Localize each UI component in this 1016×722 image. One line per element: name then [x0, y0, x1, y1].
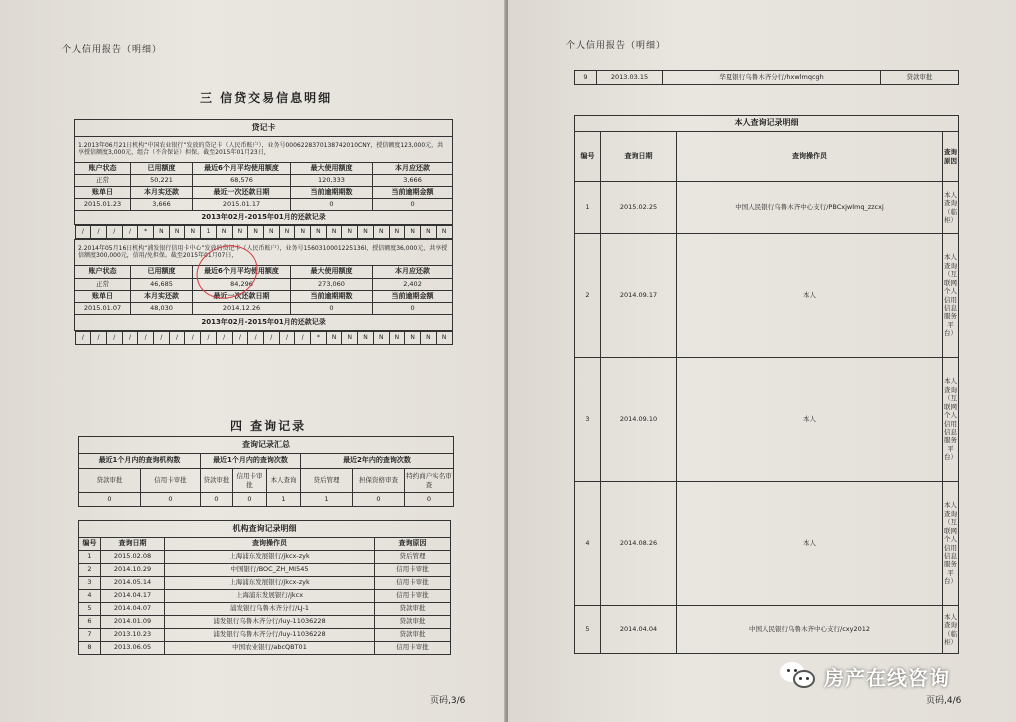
org-query-cell: 上海浦东发展银行/jkcx-zyk	[165, 551, 375, 564]
card2-head: 账户状态	[75, 266, 131, 279]
repay-cell: /	[154, 332, 170, 345]
card1-cell: 3,666	[373, 175, 453, 187]
repay-cell: N	[358, 226, 374, 239]
summary-col: 担保资格审查	[353, 469, 405, 493]
summary-col: 贷款审批	[201, 469, 233, 493]
org-query-cell: 信用卡审批	[375, 590, 451, 603]
repay-cell: N	[263, 226, 279, 239]
wechat-watermark	[780, 660, 950, 692]
table-row	[79, 603, 451, 616]
card1-head: 最近一次还款日期	[193, 187, 291, 199]
table-row	[575, 358, 959, 482]
card2-cell: 46,685	[131, 279, 193, 291]
card2-head: 本月实还款	[131, 291, 193, 303]
self-query-col: 查询原因	[943, 132, 959, 182]
self-query-cell: 本人查询（互联网个人信用信息服务平台）	[943, 358, 959, 482]
org-query-cell: 2014.04.17	[101, 590, 165, 603]
card2-head: 已用额度	[131, 266, 193, 279]
org-query-cell: 2	[79, 564, 101, 577]
repay-cell: N	[436, 226, 452, 239]
table-row	[575, 234, 959, 358]
table-row	[79, 551, 451, 564]
org-query-cell: 1	[79, 551, 101, 564]
summary-group: 最近1个月内的查询次数	[201, 454, 301, 469]
credit-card-table	[74, 119, 453, 345]
self-query-cell: 本人查询（互联网个人信用信息服务平台）	[943, 234, 959, 358]
self-query-title: 本人查询记录明细	[575, 116, 959, 132]
org-query-cell: 2015.02.08	[101, 551, 165, 564]
watermark-text: 房产在线咨询	[824, 665, 950, 690]
repay-cell: N	[436, 332, 452, 345]
repay-cell: *	[311, 332, 327, 345]
summary-group: 最近1个月内的查询机构数	[79, 454, 201, 469]
section-3-title: 三 信贷交易信息明细	[200, 91, 333, 105]
card1-head: 本月实还款	[131, 187, 193, 199]
credit-card-table-title: 贷记卡	[75, 120, 453, 137]
carry-cell: 9	[575, 71, 597, 85]
carry-cell: 华夏银行乌鲁木齐分行/hxwlmqcgh	[663, 71, 881, 85]
org-query-cell: 中国银行/BOC_ZH_MI545	[165, 564, 375, 577]
repay-cell: N	[373, 226, 389, 239]
summary-value: 1	[267, 493, 301, 507]
card2-head: 账单日	[75, 291, 131, 303]
section-4-title: 四 查询记录	[230, 419, 307, 433]
org-query-cell: 贷款审批	[375, 603, 451, 616]
self-query-cell: 2014.09.10	[601, 358, 677, 482]
repay-cell: /	[216, 332, 232, 345]
query-summary-table	[78, 436, 454, 507]
org-query-cell: 信用卡审批	[375, 577, 451, 590]
card1-head: 已用额度	[131, 163, 193, 175]
table-row	[79, 629, 451, 642]
repay-cell: N	[232, 226, 248, 239]
repay-cell: N	[279, 226, 295, 239]
card1-cell: 50,221	[131, 175, 193, 187]
self-query-cell: 2014.08.26	[601, 482, 677, 606]
self-query-cell: 本人	[677, 358, 943, 482]
repay-cell: N	[342, 226, 358, 239]
repay-cell: /	[106, 332, 122, 345]
repay-cell: /	[75, 332, 91, 345]
card2-cell: 48,030	[131, 303, 193, 315]
repay-cell: N	[389, 332, 405, 345]
self-query-col: 查询日期	[601, 132, 677, 182]
repay-cell: N	[185, 226, 201, 239]
repay-cell: /	[138, 332, 154, 345]
card2-cell: 2,402	[373, 279, 453, 291]
table-row	[79, 590, 451, 603]
org-query-cell: 信用卡审批	[375, 564, 451, 577]
repay-cell: *	[138, 226, 154, 239]
repay-cell: /	[248, 332, 264, 345]
card1-head: 本月应还款	[373, 163, 453, 175]
org-query-cell: 浦发银行乌鲁木齐分行/luy-11036228	[165, 616, 375, 629]
repay-cell: /	[106, 226, 122, 239]
self-query-cell: 4	[575, 482, 601, 606]
card1-cell: 2015.01.17	[193, 199, 291, 211]
org-query-cell: 贷后管理	[375, 551, 451, 564]
repay-cell: N	[358, 332, 374, 345]
org-query-cell: 信用卡审批	[375, 642, 451, 655]
summary-col: 信用卡审批	[141, 469, 201, 493]
self-query-cell: 2	[575, 234, 601, 358]
org-query-cell: 上海浦东发展银行/jkcx	[165, 590, 375, 603]
table-row	[79, 564, 451, 577]
repay-cell: N	[405, 332, 421, 345]
org-query-cell: 2013.10.23	[101, 629, 165, 642]
card1-repay-record	[75, 225, 453, 240]
card2-head: 最近6个月平均使用额度	[193, 266, 291, 279]
repay-cell: /	[185, 332, 201, 345]
card1-head: 当前逾期期数	[291, 187, 373, 199]
page-number: 页码,3/6	[430, 696, 466, 706]
summary-col: 贷后管理	[301, 469, 353, 493]
table-row	[575, 182, 959, 234]
org-query-col: 编号	[79, 538, 101, 551]
page-number: 页码,4/6	[926, 696, 962, 706]
card1-cell: 0	[373, 199, 453, 211]
card1-cell: 3,666	[131, 199, 193, 211]
card1-cell: 68,576	[193, 175, 291, 187]
repay-cell: N	[169, 226, 185, 239]
org-query-cell: 浦发银行乌鲁木齐分行/luy-11036228	[165, 629, 375, 642]
card1-head: 当前逾期金额	[373, 187, 453, 199]
org-query-cell: 2014.10.29	[101, 564, 165, 577]
org-query-col: 查询操作员	[165, 538, 375, 551]
repay-cell: /	[91, 332, 107, 345]
page-header: 个人信用报告（明细）	[62, 45, 163, 55]
card2-cell: 0	[291, 303, 373, 315]
self-query-col: 编号	[575, 132, 601, 182]
report-page-left	[0, 0, 506, 722]
summary-col: 信用卡审批	[233, 469, 267, 493]
summary-col: 贷款审批	[79, 469, 141, 493]
card1-head: 账户状态	[75, 163, 131, 175]
repay-cell: /	[122, 332, 138, 345]
org-query-cell: 6	[79, 616, 101, 629]
card1-head: 最大使用额度	[291, 163, 373, 175]
org-query-cell: 4	[79, 590, 101, 603]
org-query-cell: 5	[79, 603, 101, 616]
table-row	[79, 616, 451, 629]
repay-cell: N	[311, 226, 327, 239]
card2-head: 本月应还款	[373, 266, 453, 279]
repay-cell: N	[405, 226, 421, 239]
table-row	[79, 642, 451, 655]
summary-value: 0	[405, 493, 454, 507]
repay-cell: N	[420, 332, 436, 345]
org-query-cell: 2014.04.07	[101, 603, 165, 616]
repay-cell: /	[122, 226, 138, 239]
org-query-col: 查询日期	[101, 538, 165, 551]
org-query-cell: 8	[79, 642, 101, 655]
repay-cell: N	[326, 332, 342, 345]
card2-cell: 0	[373, 303, 453, 315]
summary-col: 特约商户实名审查	[405, 469, 454, 493]
summary-value: 0	[201, 493, 233, 507]
summary-value: 0	[353, 493, 405, 507]
org-query-title: 机构查询记录明细	[79, 521, 451, 538]
repay-cell: N	[373, 332, 389, 345]
self-query-cell: 本人	[677, 482, 943, 606]
repay-cell: N	[326, 226, 342, 239]
repay-cell: /	[279, 332, 295, 345]
repay-cell: /	[201, 332, 217, 345]
self-query-cell: 中国人民银行乌鲁木齐中心支行/cxy2012	[677, 606, 943, 654]
card2-cell: 84,296	[193, 279, 291, 291]
org-query-cell: 2014.05.14	[101, 577, 165, 590]
org-query-cell: 2013.06.05	[101, 642, 165, 655]
card1-cell: 2015.01.23	[75, 199, 131, 211]
summary-group: 最近2年内的查询次数	[301, 454, 454, 469]
carry-cell: 2013.03.15	[597, 71, 663, 85]
card2-description: 2.2014年05月16日机构“浦发银行信用卡中心”发放的贷记卡（人民币账户），业务号1560310001225136l，授信额度36,000元，共享授信额度300,000元，信用/免担保。截至2015年01月07日，	[75, 240, 453, 266]
table-row	[79, 577, 451, 590]
card1-cell: 120,333	[291, 175, 373, 187]
card1-cell: 0	[291, 199, 373, 211]
org-query-cell: 贷款审批	[375, 616, 451, 629]
org-query-cell: 上海浦东发展银行/jkcx-zyk	[165, 577, 375, 590]
self-query-cell: 5	[575, 606, 601, 654]
repay-cell: /	[295, 332, 311, 345]
card2-head: 最近一次还款日期	[193, 291, 291, 303]
card2-cell: 2014.12.26	[193, 303, 291, 315]
card2-repay-title: 2013年02月-2015年01月的还款记录	[75, 315, 453, 331]
summary-value: 0	[141, 493, 201, 507]
self-query-cell: 本人查询（临柜）	[943, 606, 959, 654]
repay-cell: N	[216, 226, 232, 239]
card1-head: 最近6个月平均使用额度	[193, 163, 291, 175]
card2-head: 最大使用额度	[291, 266, 373, 279]
repay-cell: /	[75, 226, 91, 239]
card2-head: 当前逾期期数	[291, 291, 373, 303]
card2-cell: 正常	[75, 279, 131, 291]
card1-repay-title: 2013年02月-2015年01月的还款记录	[75, 211, 453, 225]
self-query-cell: 中国人民银行乌鲁木齐中心支行/PBCxjwlmq_zzcxj	[677, 182, 943, 234]
repay-cell: /	[91, 226, 107, 239]
summary-col: 本人查询	[267, 469, 301, 493]
org-query-cell: 3	[79, 577, 101, 590]
summary-value: 1	[301, 493, 353, 507]
card1-head: 账单日	[75, 187, 131, 199]
self-query-cell: 2014.09.17	[601, 234, 677, 358]
summary-value: 0	[233, 493, 267, 507]
card1-cell: 正常	[75, 175, 131, 187]
org-query-col: 查询原因	[375, 538, 451, 551]
repay-cell: N	[154, 226, 170, 239]
summary-value: 0	[79, 493, 141, 507]
repay-cell: N	[295, 226, 311, 239]
card2-cell: 2015.01.07	[75, 303, 131, 315]
org-query-table	[78, 520, 451, 655]
self-query-table	[574, 115, 959, 654]
org-query-cell: 中国农业银行/abcQBT01	[165, 642, 375, 655]
self-query-cell: 2015.02.25	[601, 182, 677, 234]
self-query-cell: 本人	[677, 234, 943, 358]
card2-repay-record	[75, 331, 453, 346]
page-header: 个人信用报告（明细）	[566, 41, 667, 51]
org-query-cell: 7	[79, 629, 101, 642]
repay-cell: N	[420, 226, 436, 239]
self-query-cell: 本人查询（临柜）	[943, 182, 959, 234]
card2-head: 当前逾期金额	[373, 291, 453, 303]
table-row	[575, 482, 959, 606]
self-query-cell: 本人查询（互联网个人信用信息服务平台）	[943, 482, 959, 606]
repay-cell: 1	[201, 226, 217, 239]
card2-cell: 273,060	[291, 279, 373, 291]
repay-cell: N	[389, 226, 405, 239]
report-page-right	[508, 0, 1016, 722]
self-query-cell: 3	[575, 358, 601, 482]
query-summary-title: 查询记录汇总	[79, 437, 454, 454]
card1-description: 1.2013年06月21日机构“中国农业银行”发放的贷记卡（人民币账户），业务号0006228370138742010CNY，授信额度123,000元，共享授信额度3,000元，组合（不含保证）担保。截至2015年01月23日，	[75, 137, 453, 163]
self-query-cell: 2014.04.04	[601, 606, 677, 654]
table-row	[575, 606, 959, 654]
repay-cell: /	[169, 332, 185, 345]
org-query-cell: 2014.01.09	[101, 616, 165, 629]
org-query-cell: 贷款审批	[375, 629, 451, 642]
wechat-icon	[780, 660, 818, 692]
self-query-cell: 1	[575, 182, 601, 234]
carry-cell: 贷款审批	[881, 71, 959, 85]
repay-cell: /	[263, 332, 279, 345]
org-query-cell: 浦发银行乌鲁木齐分行/LJ-1	[165, 603, 375, 616]
repay-cell: N	[342, 332, 358, 345]
repay-cell: N	[248, 226, 264, 239]
repay-cell: /	[232, 332, 248, 345]
carry-over-row	[574, 70, 959, 85]
self-query-col: 查询操作员	[677, 132, 943, 182]
